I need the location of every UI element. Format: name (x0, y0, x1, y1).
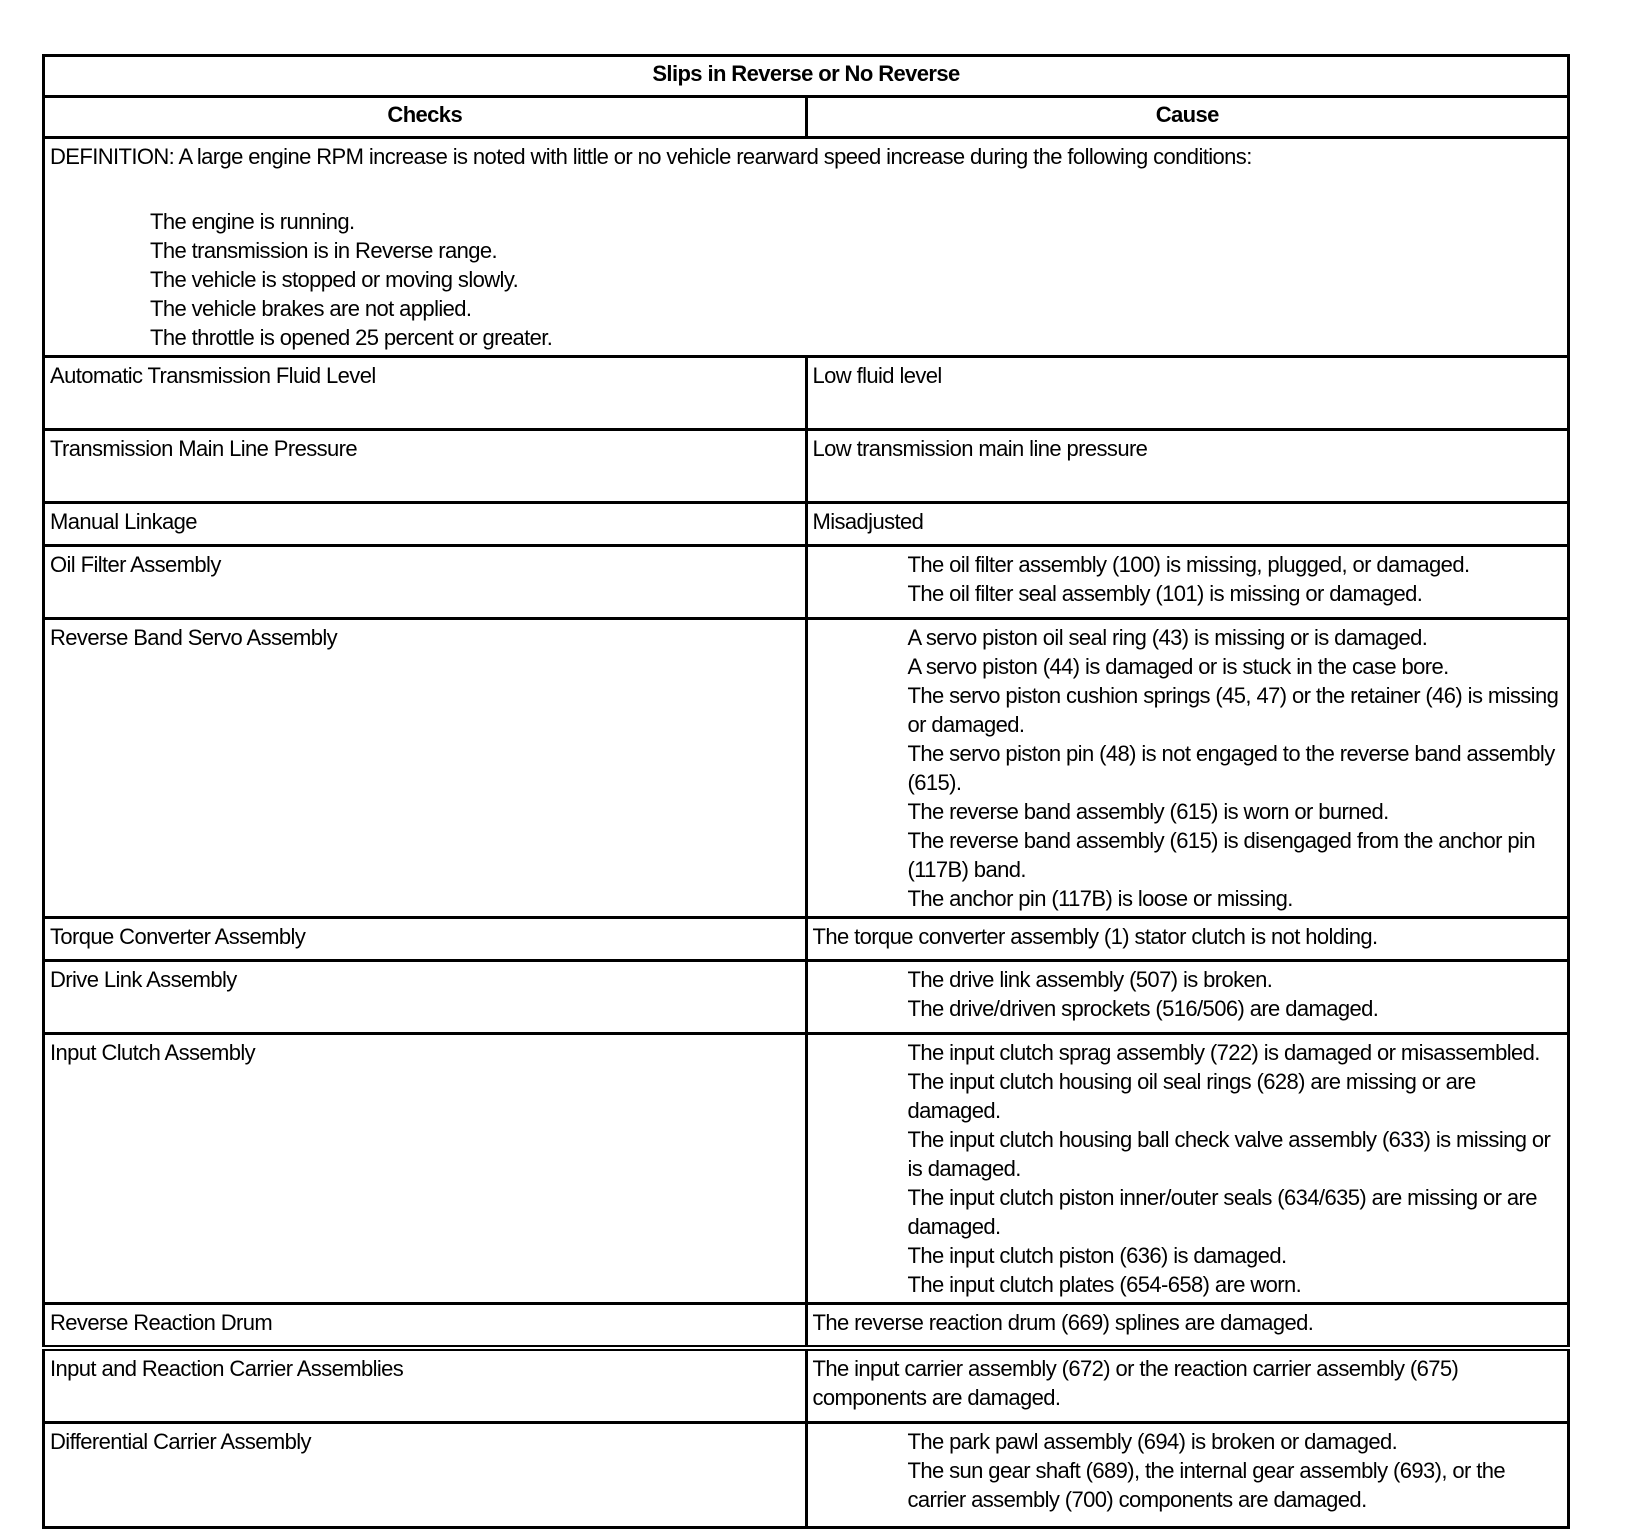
cause-item: The reverse band assembly (615) is disengaged from the anchor pin (117B) band. (907, 828, 1535, 882)
definition-text: DEFINITION: A large engine RPM increase is noted with little or no vehicle rearward speed increase during the following conditions: (50, 144, 1252, 169)
cause-item: The drive/driven sprockets (516/506) are damaged. (907, 996, 1379, 1021)
check-cell: Input Clutch Assembly (44, 1034, 807, 1304)
table-row (44, 503, 1569, 546)
cause-item: The input carrier assembly (672) or the reaction carrier assembly (675) components are damaged. (812, 1356, 1459, 1410)
condition: The engine is running. (150, 209, 355, 234)
table-row (44, 430, 1569, 503)
cause-item: The input clutch sprag assembly (722) is damaged or misassembled. (907, 1040, 1540, 1065)
definition-conditions (50, 207, 1562, 352)
cause-cell (806, 357, 1569, 430)
condition: The vehicle brakes are not applied. (150, 296, 472, 321)
table-row (44, 1348, 1569, 1423)
cause-item: The park pawl assembly (694) is broken or damaged. (907, 1429, 1398, 1454)
condition: The throttle is opened 25 percent or greater. (150, 325, 553, 350)
table-row (44, 546, 1569, 619)
check-cell: Reverse Band Servo Assembly (44, 619, 807, 918)
cause-cell (806, 1348, 1569, 1423)
header-cause: Cause (806, 97, 1569, 138)
cause-item: The anchor pin (117B) is loose or missing. (907, 886, 1293, 911)
table-row (44, 918, 1569, 961)
table-row (44, 1034, 1569, 1304)
table-row (44, 619, 1569, 918)
check-cell: Manual Linkage (44, 503, 807, 546)
check-cell: Transmission Main Line Pressure (44, 430, 807, 503)
cause-item: Low fluid level (812, 363, 942, 388)
cause-item: The input clutch plates (654-658) are worn. (907, 1272, 1302, 1297)
cause-cell (806, 546, 1569, 619)
table-row (44, 961, 1569, 1034)
check-cell: Input and Reaction Carrier Assemblies (44, 1348, 807, 1423)
cause-cell (806, 1423, 1569, 1528)
cause-item: The servo piston cushion springs (45, 47) or the retainer (46) is missing or damaged. (907, 683, 1559, 737)
diagnostic-table (42, 54, 1570, 1529)
cause-item: The oil filter seal assembly (101) is missing or damaged. (907, 581, 1423, 606)
cause-item: The reverse reaction drum (669) splines are damaged. (812, 1310, 1314, 1335)
cause-item: The oil filter assembly (100) is missing, plugged, or damaged. (907, 552, 1470, 577)
table-row (44, 1304, 1569, 1349)
cause-item: The drive link assembly (507) is broken. (907, 967, 1273, 992)
cause-item: The input clutch piston inner/outer seals (634/635) are missing or are damaged. (907, 1185, 1537, 1239)
cause-item: Low transmission main line pressure (812, 436, 1148, 461)
check-cell: Differential Carrier Assembly (44, 1423, 807, 1528)
cause-cell (806, 1304, 1569, 1349)
definition-cell (44, 138, 1569, 357)
table-row (44, 357, 1569, 430)
cause-cell (806, 430, 1569, 503)
cause-item: A servo piston (44) is damaged or is stuck in the case bore. (907, 654, 1449, 679)
cause-item: The reverse band assembly (615) is worn or burned. (907, 799, 1389, 824)
cause-cell (806, 1034, 1569, 1304)
table-title: Slips in Reverse or No Reverse (44, 56, 1569, 97)
header-checks: Checks (44, 97, 807, 138)
table-row (44, 1423, 1569, 1528)
cause-item: The input clutch piston (636) is damaged. (907, 1243, 1287, 1268)
condition: The transmission is in Reverse range. (150, 238, 498, 263)
cause-cell (806, 918, 1569, 961)
cause-item: The input clutch housing ball check valve assembly (633) is missing or is damaged. (907, 1127, 1551, 1181)
condition: The vehicle is stopped or moving slowly. (150, 267, 519, 292)
cause-item: Misadjusted (812, 509, 924, 534)
check-cell: Oil Filter Assembly (44, 546, 807, 619)
cause-item: The servo piston pin (48) is not engaged to the reverse band assembly (615). (907, 741, 1555, 795)
cause-cell (806, 961, 1569, 1034)
cause-item: The torque converter assembly (1) stator clutch is not holding. (812, 924, 1378, 949)
cause-item: The input clutch housing oil seal rings (628) are missing or are damaged. (907, 1069, 1476, 1123)
check-cell: Reverse Reaction Drum (44, 1304, 807, 1349)
check-cell: Drive Link Assembly (44, 961, 807, 1034)
check-cell: Automatic Transmission Fluid Level (44, 357, 807, 430)
cause-item: The sun gear shaft (689), the internal gear assembly (693), or the carrier assembly (700) components are damaged. (907, 1458, 1506, 1512)
check-cell: Torque Converter Assembly (44, 918, 807, 961)
cause-cell (806, 503, 1569, 546)
cause-cell (806, 619, 1569, 918)
cause-item: A servo piston oil seal ring (43) is missing or is damaged. (907, 625, 1428, 650)
